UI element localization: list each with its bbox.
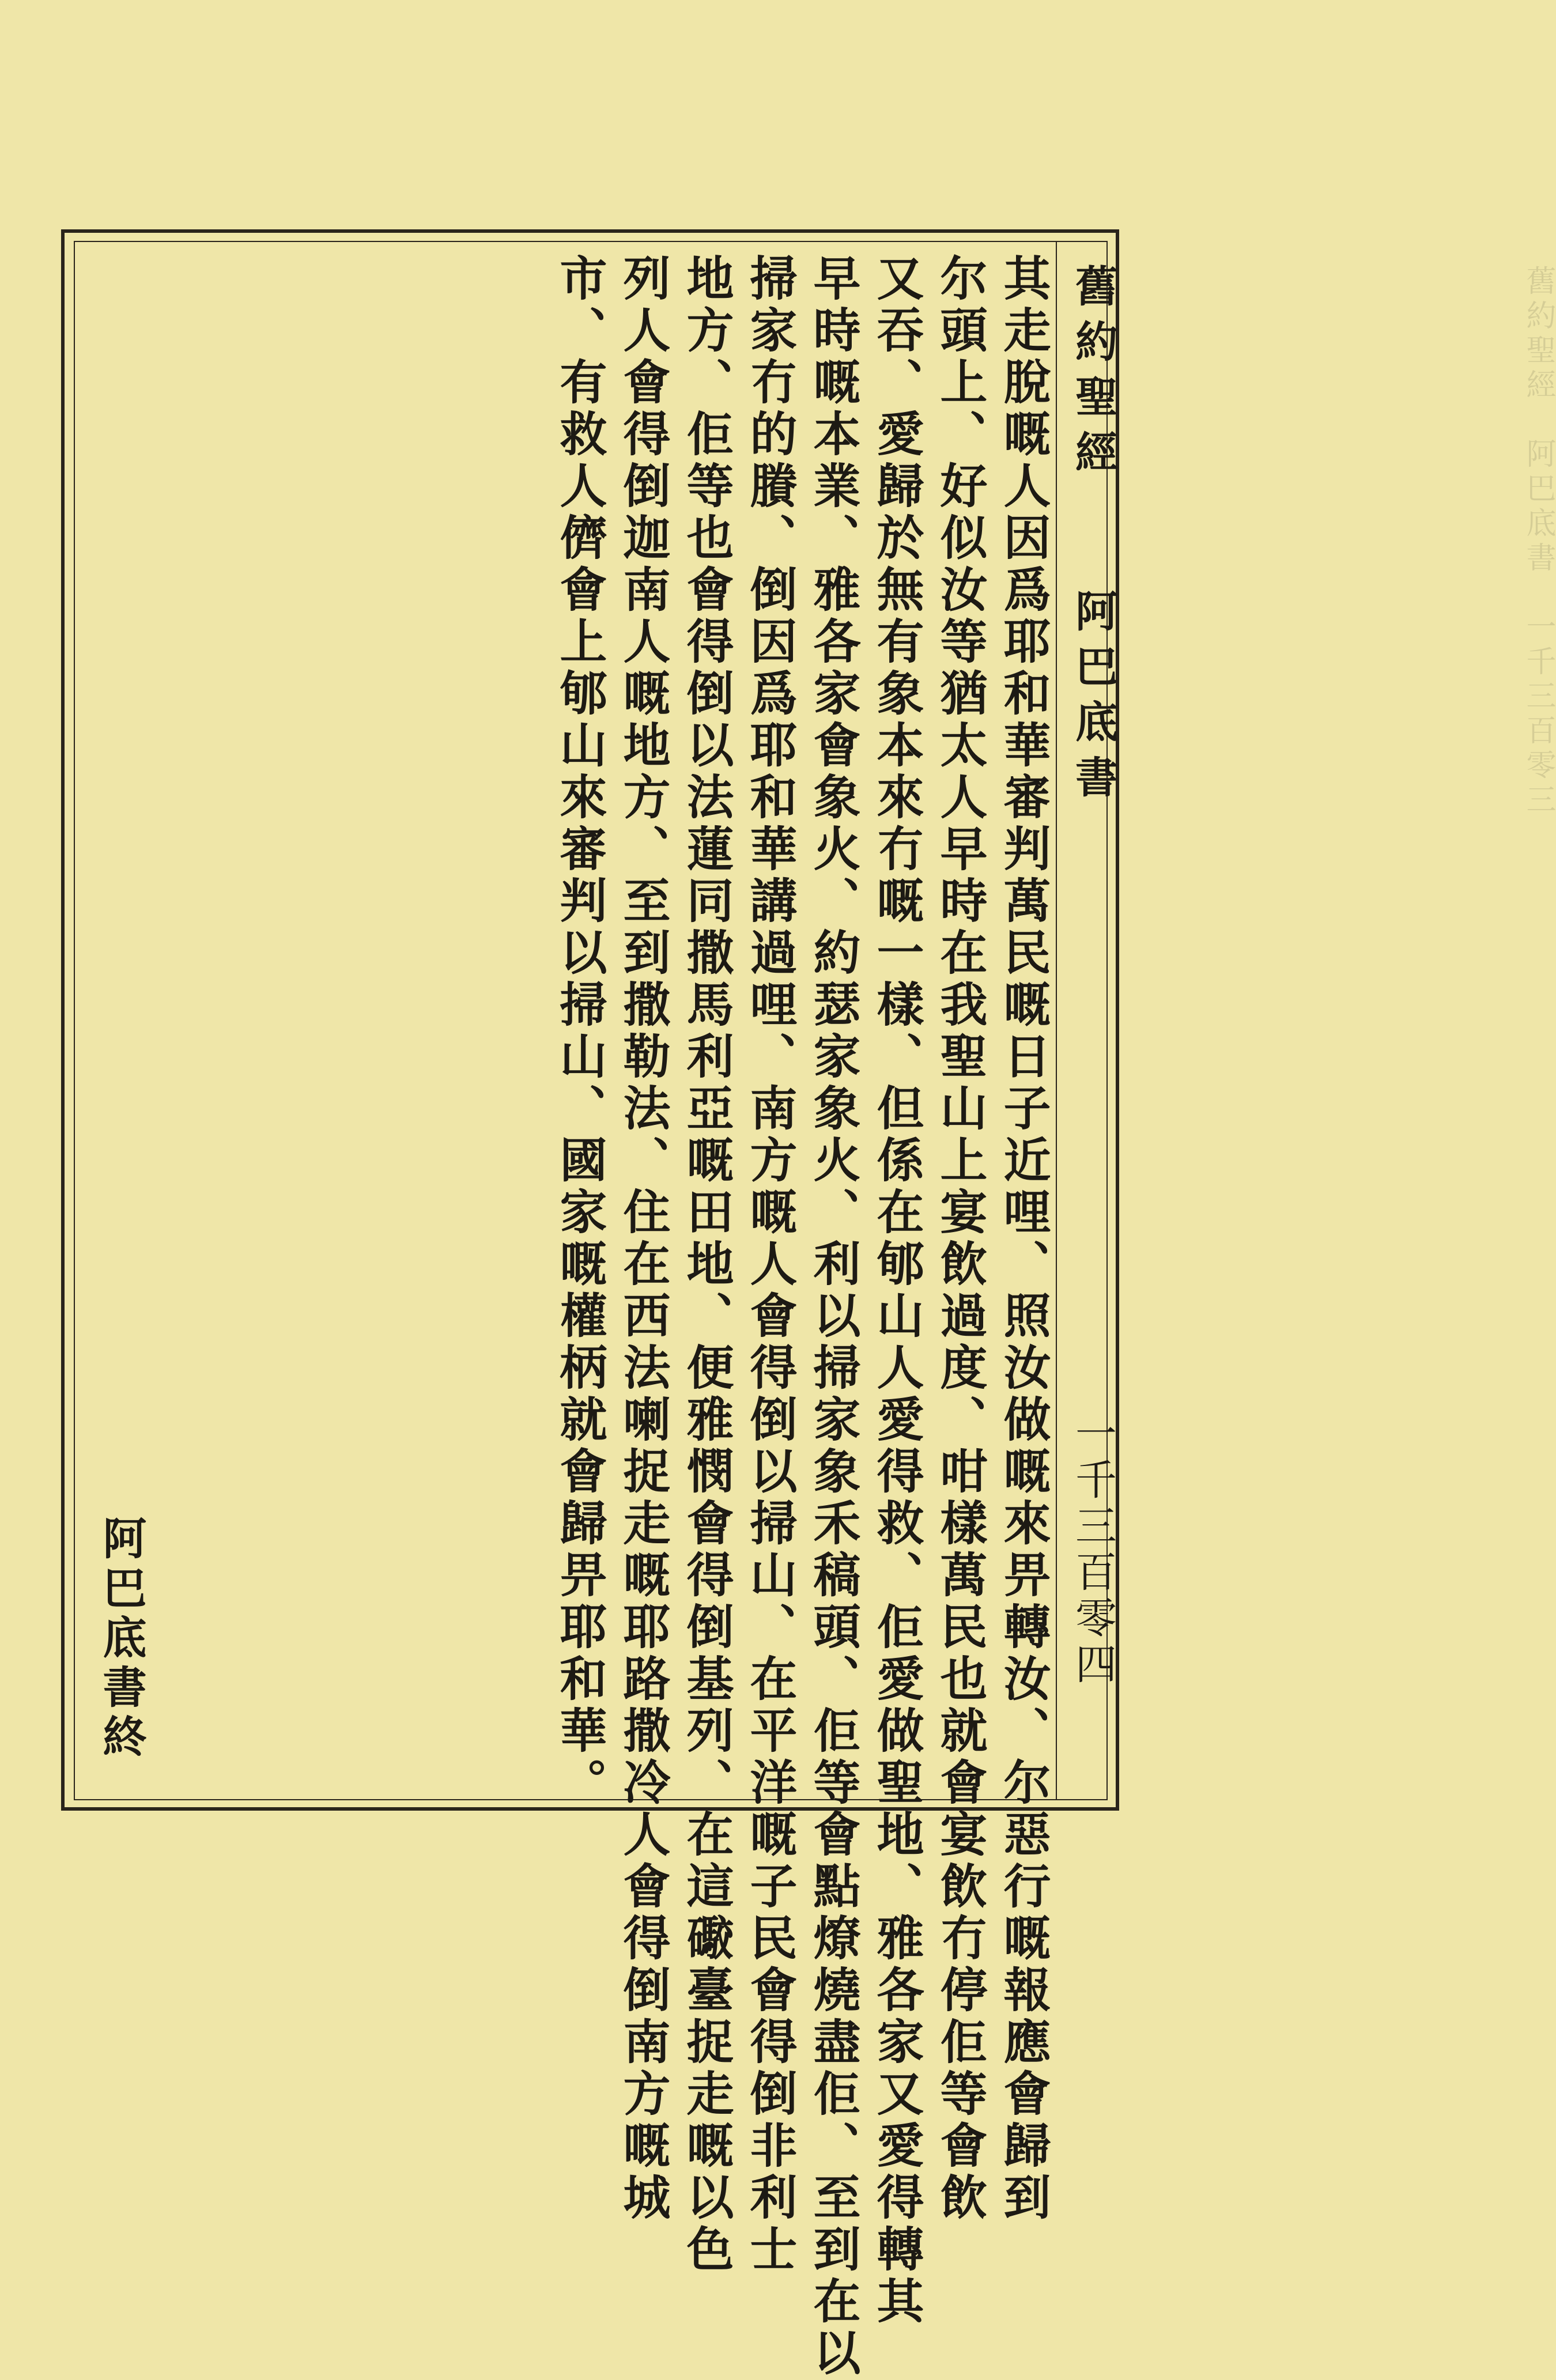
text-column: 市、有救人儕會上郇山來審判以掃山、國家嘅權柄就會歸畀耶和華。 xyxy=(552,254,607,1809)
running-title: 舊約聖經 xyxy=(1068,264,1118,485)
header-divider xyxy=(1056,242,1057,1799)
bleed-through-text: 舊約聖經 阿巴底書 一千三百零三 xyxy=(1521,265,1555,818)
text-column: 尔頭上、好似汝等猶太人早時在我聖山上宴飲過度、咁樣萬民也就會宴飲冇停佢等會飲 xyxy=(932,254,988,2224)
text-column: 地方、佢等也會得倒以法蓮同撒馬利亞嘅田地、便雅憫會得倒基列、在這礮臺捉走嘅以色 xyxy=(679,254,734,2276)
book-end-note: 阿巴底書終 xyxy=(96,1516,147,1763)
text-column: 又吞、愛歸於無有象本來冇嘅一樣、但係在郇山人愛得救、佢愛做聖地、雅各家又愛得轉其 xyxy=(869,254,924,2328)
text-column: 早時嘅本業、雅各家會象火、約瑟家象火、利以掃家象禾稿頭、佢等會點燎燒盡佢、至到在以 xyxy=(806,254,861,2380)
text-column: 其走脫嘅人因爲耶和華審判萬民嘅日子近哩、照汝做嘅來畀轉汝、尔惡行嘅報應會歸到 xyxy=(996,254,1051,2224)
text-column: 列人會得倒迦南人嘅地方、至到撒勒法、住在西法喇捉走嘅耶路撒冷人會得倒南方嘅城 xyxy=(615,254,671,2224)
text-column: 掃家冇的賸、倒因爲耶和華講過哩、南方嘅人會得倒以掃山、在平洋嘅子民會得倒非利士 xyxy=(742,254,798,2276)
book-name: 阿巴底書 xyxy=(1068,589,1118,810)
page-number: 一千三百零四 xyxy=(1068,1412,1117,1688)
